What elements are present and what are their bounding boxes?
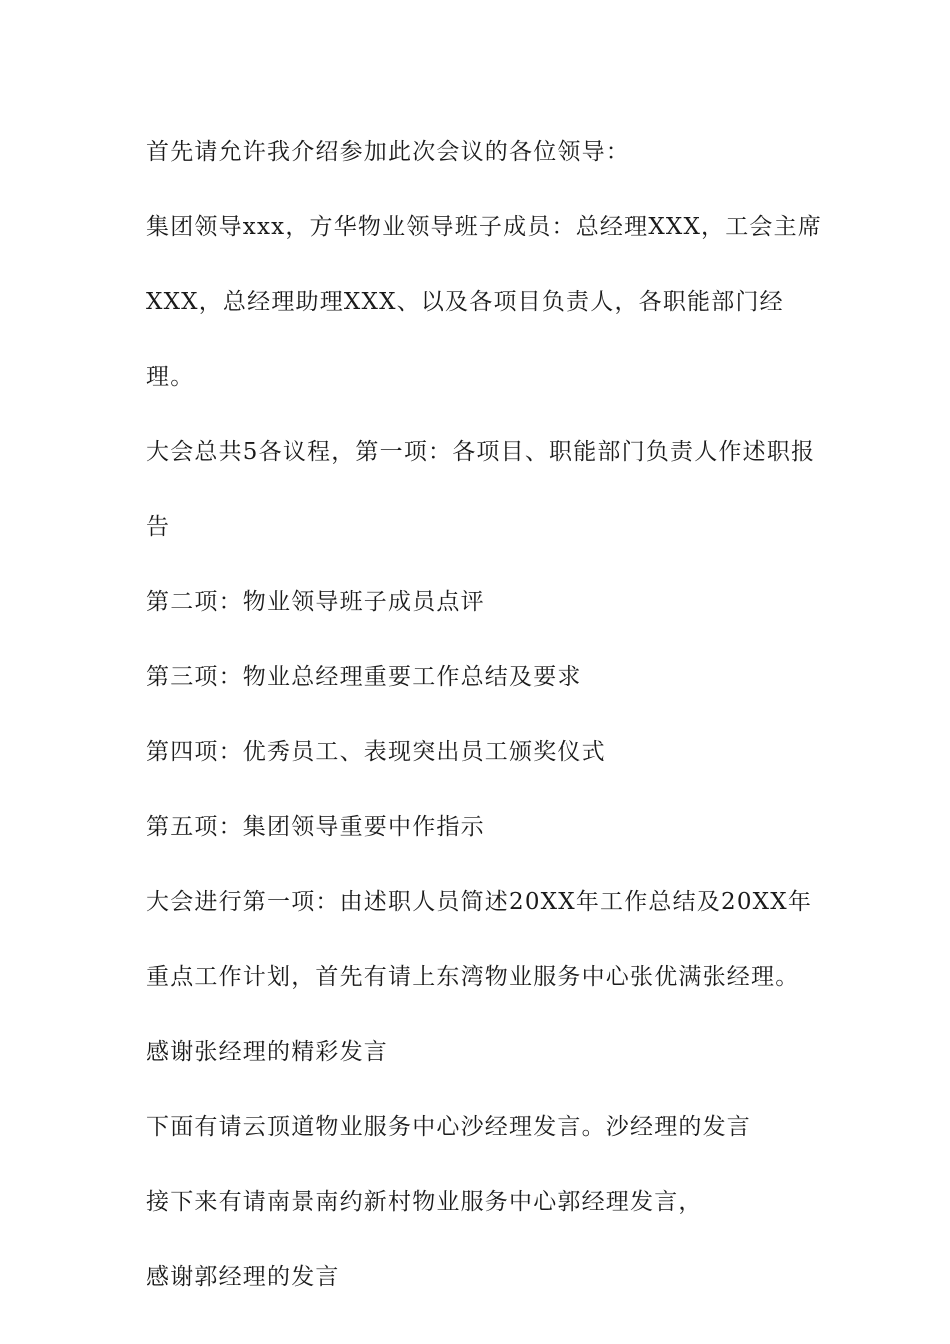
paragraph-agenda-overview: 大会总共5各议程，第一项：各项目、职能部门负责人作述职报告 [146, 439, 816, 540]
document-body [146, 130, 826, 1315]
paragraph-invite-sha: 下面有请云顶道物业服务中心沙经理发言。沙经理的发言 [146, 1114, 751, 1140]
paragraph-intro: 首先请允许我介绍参加此次会议的各位领导： [146, 139, 630, 165]
paragraph-first-item-start: 大会进行第一项：由述职人员简述20XX年工作总结及20XX年重点工作计划，首先有请上东湾物业服务中心张优满张经理。 [146, 889, 813, 990]
paragraph-agenda-item-3: 第三项：物业总经理重要工作总结及要求 [146, 664, 582, 690]
paragraph-invite-guo: 接下来有请南景南约新村物业服务中心郭经理发言， [146, 1189, 703, 1215]
paragraph-thanks-zhang: 感谢张经理的精彩发言 [146, 1039, 388, 1065]
paragraph-agenda-item-2: 第二项：物业领导班子成员点评 [146, 589, 485, 615]
paragraph-agenda-item-5: 第五项：集团领导重要中作指示 [146, 814, 485, 840]
paragraph-leaders: 集团领导xxx，方华物业领导班子成员：总经理XXX，工会主席XXX，总经理助理XXX、以及各项目负责人，各职能部门经理。 [146, 214, 823, 390]
paragraph-agenda-item-4: 第四项：优秀员工、表现突出员工颁奖仪式 [146, 739, 606, 765]
paragraph-thanks-guo: 感谢郭经理的发言 [146, 1264, 340, 1290]
